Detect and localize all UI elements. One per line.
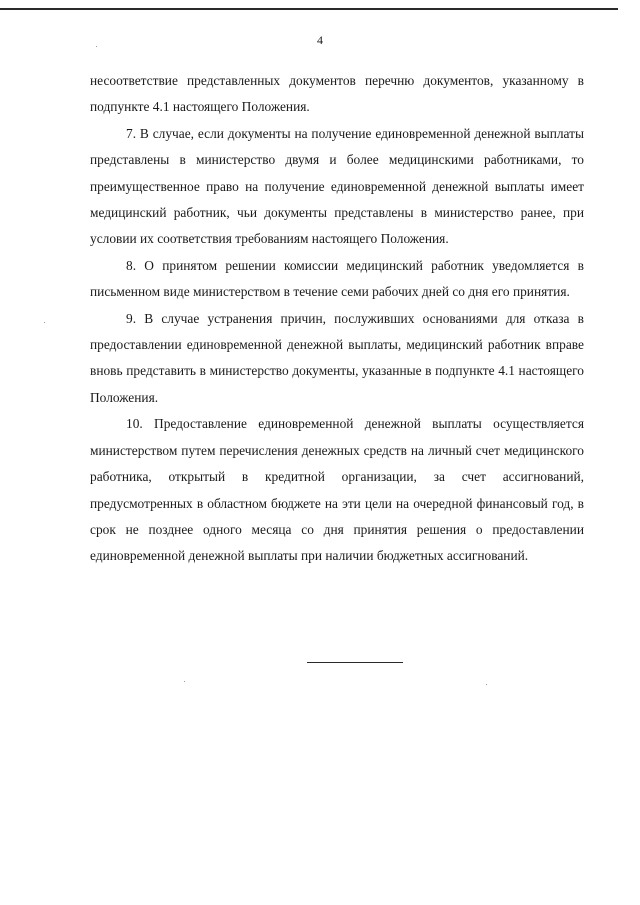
paragraph-item-7: 7. В случае, если документы на получение единовременной денежной выплаты представлены в министерство двумя и более медицинскими работниками, то преимущественное право на получение единовременной денежной выплаты имеет медицинский работник, чьи документы представлены в министерство ранее, при условии их соответствия требованиям настоящего Положения. xyxy=(90,125,584,247)
document-body xyxy=(90,68,584,570)
scan-speck xyxy=(184,681,185,682)
paragraph-continuation: несоответствие представленных документов перечню документов, указанному в подпункте 4.1 настоящего Положения. xyxy=(90,73,584,115)
scan-speck xyxy=(96,46,97,47)
paragraph-item-9: 9. В случае устранения причин, послуживших основаниями для отказа в предоставлении единовременной денежной выплаты, медицинский работник вправе вновь представить в министерство документы, указанные в подпункте 4.1 настоящего Положения. xyxy=(90,310,584,405)
scan-speck xyxy=(486,684,487,685)
end-of-document-line xyxy=(307,662,403,663)
paragraph-item-8: 8. О принятом решении комиссии медицинский работник уведомляется в письменном виде министерством в течение семи рабочих дней со дня его принятия. xyxy=(90,257,584,300)
paragraph-item-10: 10. Предоставление единовременной денежной выплаты осуществляется министерством путем перечисления денежных средств на личный счет медицинского работника, открытый в кредитной организации, за счет ассигнований, предусмотренных в областном бюджете на эти цели на очередной финансовый год, в срок не позднее одного месяца со дня принятия решения о предоставлении единовременной денежной выплаты при наличии бюджетных ассигнований. xyxy=(90,416,584,564)
top-border-line xyxy=(0,8,618,10)
scan-speck xyxy=(44,322,45,323)
page-number: 4 xyxy=(317,33,323,47)
